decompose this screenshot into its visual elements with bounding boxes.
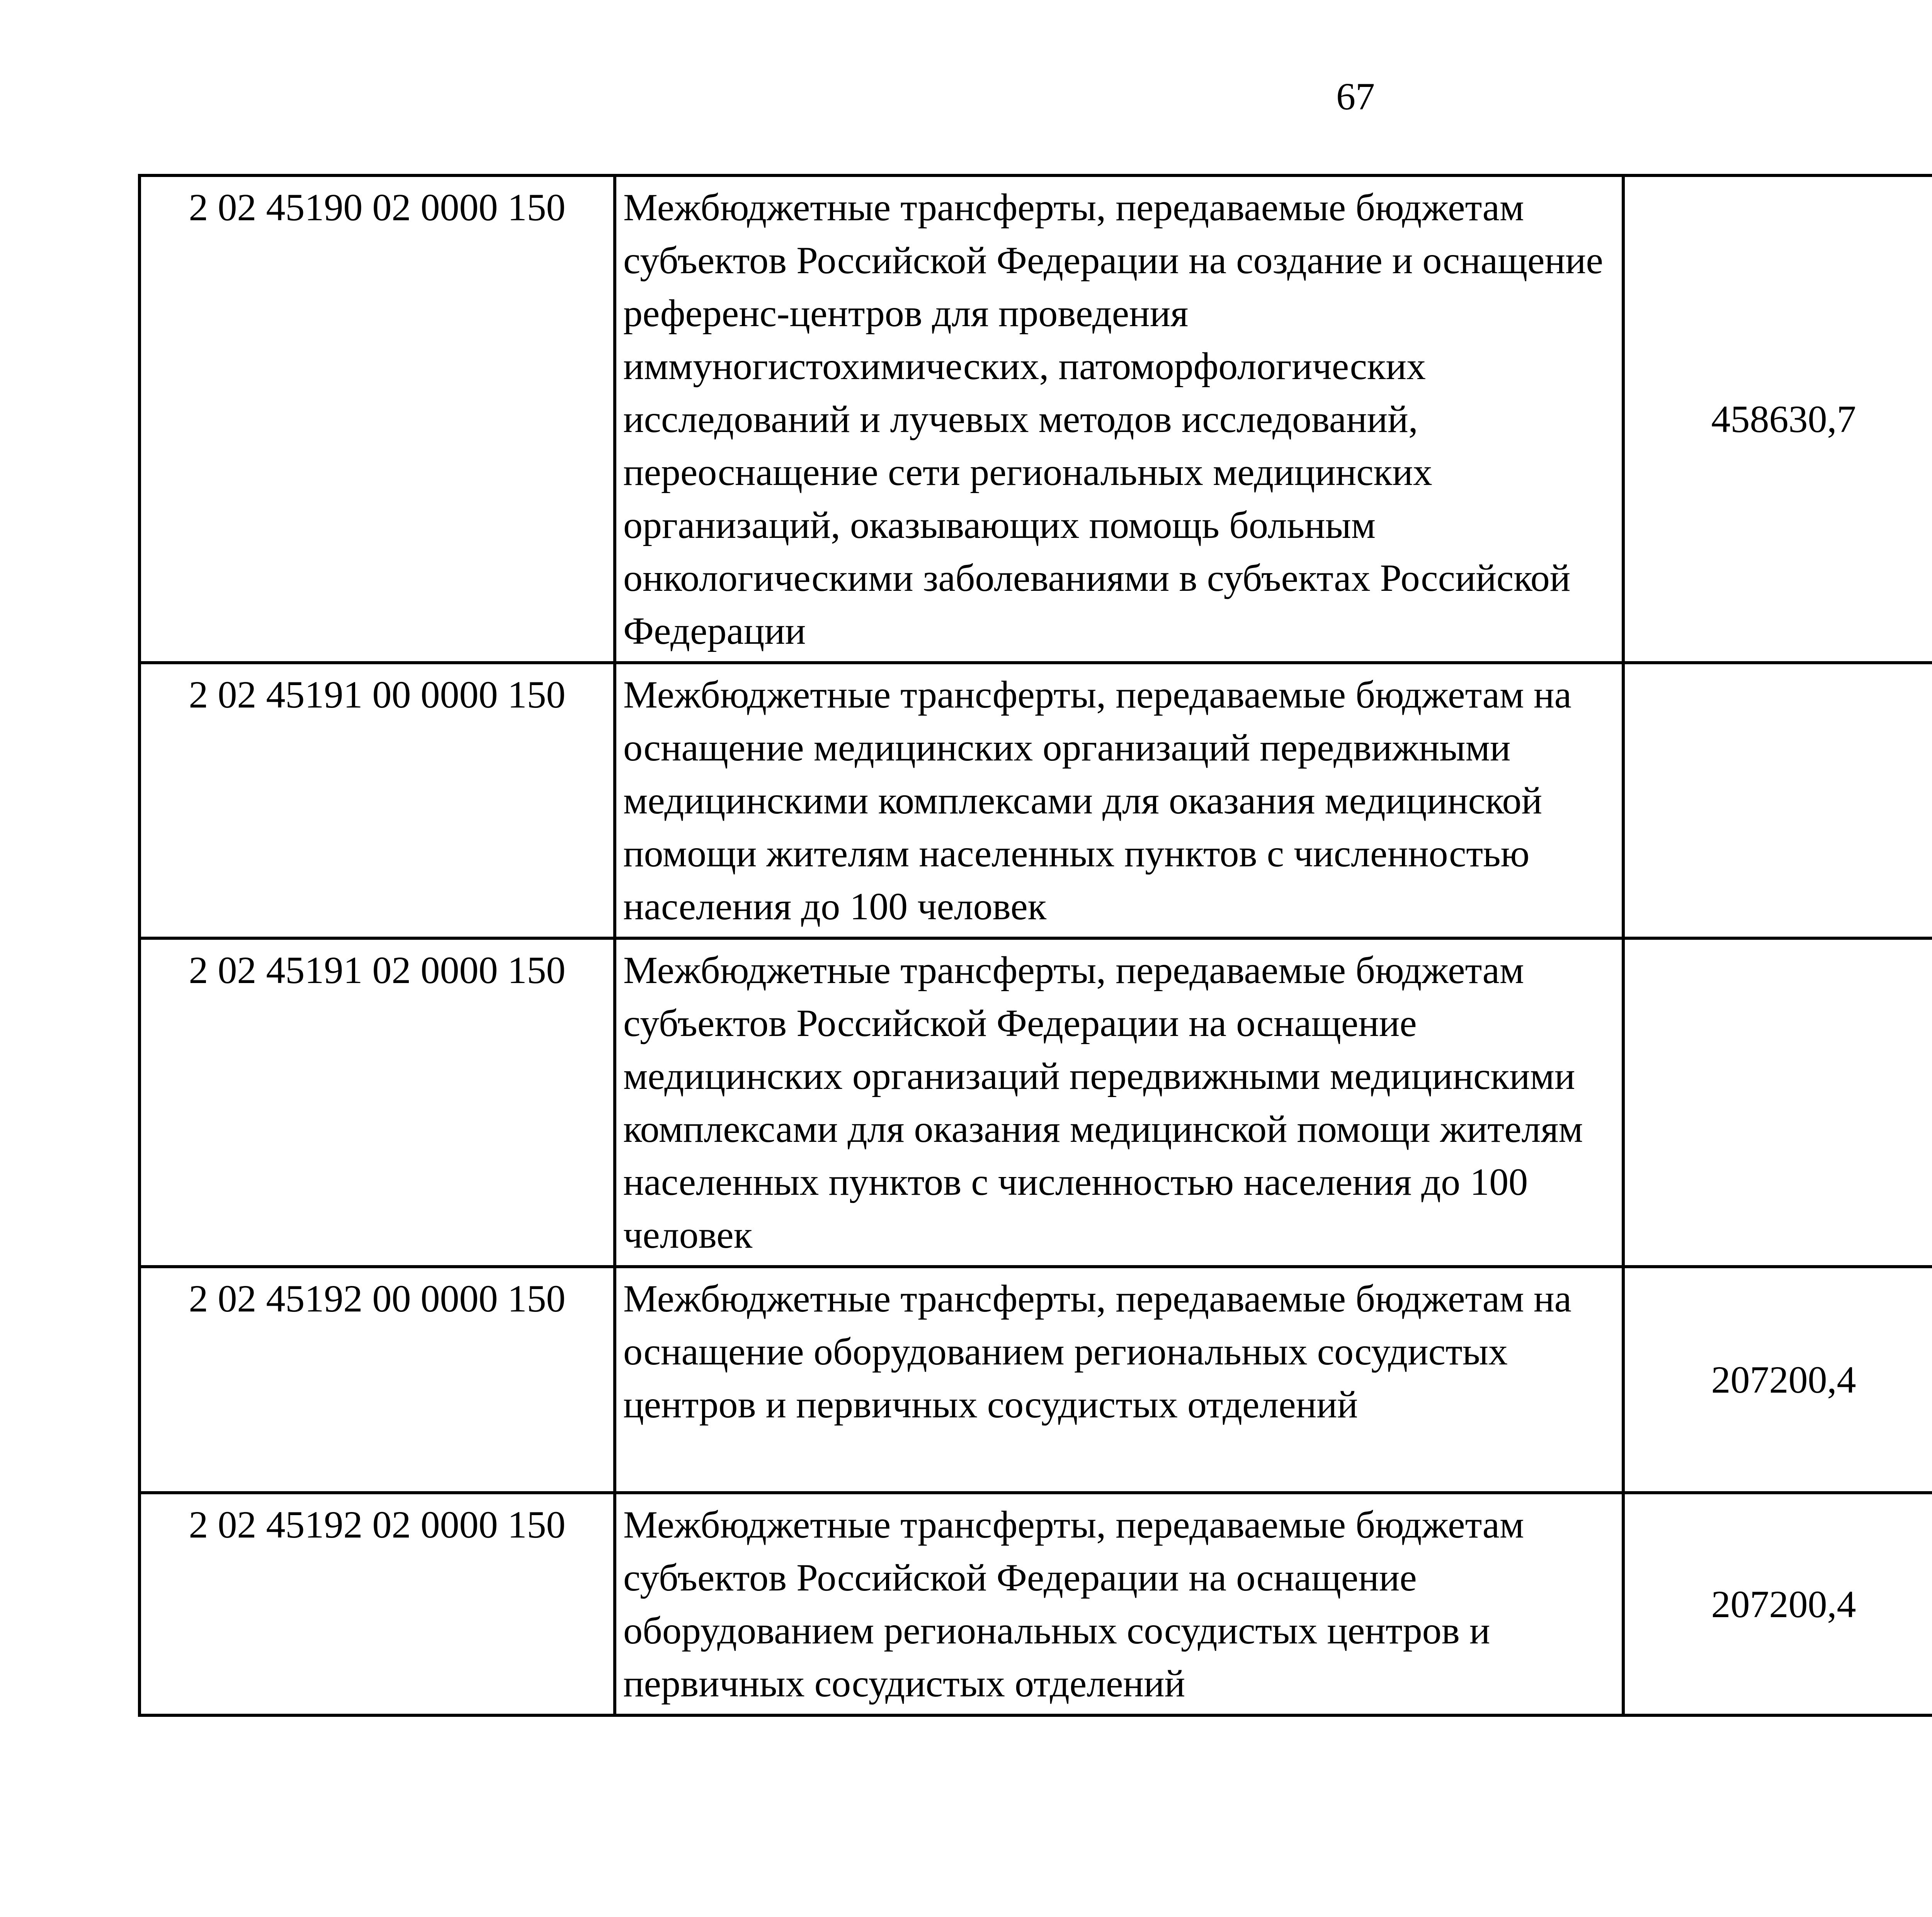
- page-number: 67: [1336, 75, 1375, 118]
- budget-code: 2 02 45191 00 0000 150: [139, 663, 615, 938]
- budget-code: 2 02 45190 02 0000 150: [139, 175, 615, 663]
- value-cell: 207200,4: [1623, 1493, 1932, 1715]
- table-row: [139, 1267, 1932, 1493]
- budget-code: 2 02 45192 00 0000 150: [139, 1267, 615, 1493]
- value-cell: [1623, 663, 1932, 938]
- budget-description: Межбюджетные трансферты, передаваемые бюджетам на оснащение оборудованием региональных сосудистых центров и первичных сосудистых отделений: [615, 1267, 1623, 1493]
- table-row: [139, 1493, 1932, 1715]
- table-row: [139, 938, 1932, 1267]
- value-cell: [1623, 938, 1932, 1267]
- table-row: [139, 175, 1932, 663]
- budget-code: 2 02 45191 02 0000 150: [139, 938, 615, 1267]
- budget-description: Межбюджетные трансферты, передаваемые бюджетам субъектов Российской Федерации на оснащение медицинских организаций передвижными медицинскими комплексами для оказания медицинской помощи жителям населенных пунктов с численностью населения до 100 человек: [615, 938, 1623, 1267]
- budget-description: Межбюджетные трансферты, передаваемые бюджетам на оснащение медицинских организаций передвижными медицинскими комплексами для оказания медицинской помощи жителям населенных пунктов с численностью населения до 100 человек: [615, 663, 1623, 938]
- table-row: [139, 663, 1932, 938]
- budget-description: Межбюджетные трансферты, передаваемые бюджетам субъектов Российской Федерации на оснащение оборудованием региональных сосудистых центров и первичных сосудистых отделений: [615, 1493, 1623, 1715]
- budget-code: 2 02 45192 02 0000 150: [139, 1493, 615, 1715]
- budget-description: Межбюджетные трансферты, передаваемые бюджетам субъектов Российской Федерации на создание и оснащение референс-центров для проведения иммуногистохимических, патоморфологических исследований и лучевых методов исследований, переоснащение сети региональных медицинских организаций, оказывающих помощь больным онкологическими заболеваниями в субъектах Российской Федерации: [615, 175, 1623, 663]
- value-cell: 207200,4: [1623, 1267, 1932, 1493]
- budget-table: [138, 174, 1932, 1717]
- value-cell: 458630,7: [1623, 175, 1932, 663]
